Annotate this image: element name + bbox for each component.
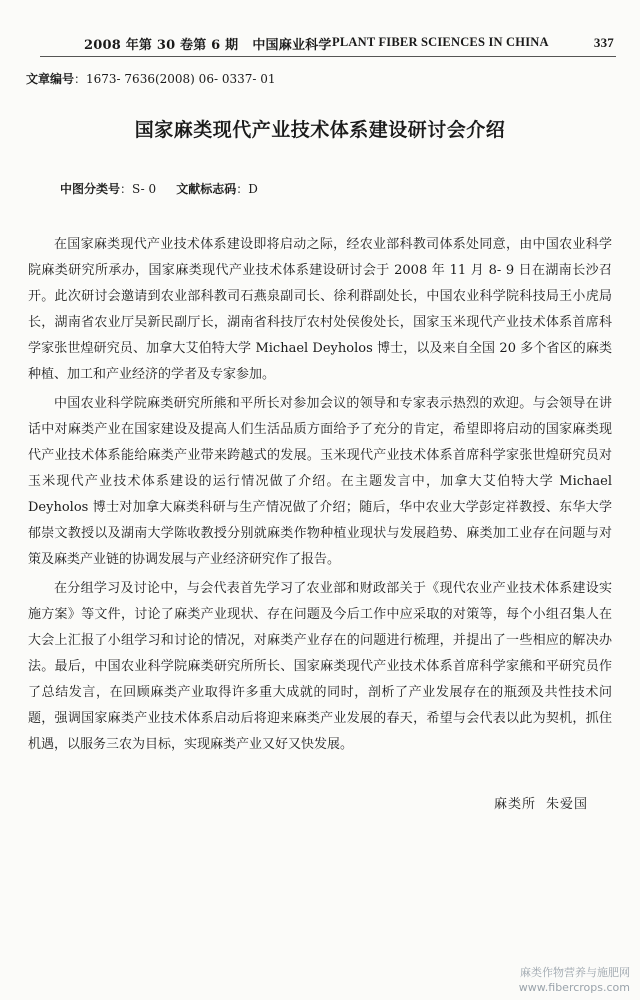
article-title: 国家麻类现代产业技术体系建设研讨会介绍 [134,119,506,141]
article-id-label: 文章编号 [26,72,75,86]
article-body [28,232,612,761]
header-rule [40,56,616,57]
doc-code-label: 文献标志码 [176,182,237,196]
page-number: 337 [593,35,614,50]
signature-author: 朱爱国 [546,797,589,812]
site-watermark [519,965,630,995]
paragraph-2: 中国农业科学院麻类研究所熊和平所长对参加会议的领导和专家表示热烈的欢迎。与会领导在讲话中对麻类产业在国家建设及提高人们生活品质方面给予了充分的肯定，希望即将启动的国家麻类现代产业技术体系能给麻类产业带来跨越式的发展。玉米现代产业技术体系首席科学家张世煌研究员对玉米现代产业技术体系建设的运行情况做了介绍。在主题发言中，加拿大艾伯特大学 Michael Deyholos 博士对加拿大麻类科研与生产情况做了介绍；随后，华中农业大学彭定祥教授、东华大学郁崇文教授以及湖南大学陈收教授分别就麻类作物种植业现状与发展趋势、麻类加工业存在问题与对策及麻类产业链的协调发展与产业经济研究作了报告。 [28,396,612,567]
header-journal-cn: 中国麻业科学 [252,38,332,53]
paragraph-3: 在分组学习及讨论中，与会代表首先学习了农业部和财政部关于《现代农业产业技术体系建设实施方案》等文件，讨论了麻类产业现状、存在问题及今后工作中应采取的对策等，每个小组召集人在大会上汇报了小组学习和讨论的情况，对麻类产业存在的问题进行梳理，并提出了一些相应的解决办法。最后，中国农业科学院麻类研究所所长、国家麻类现代产业技术体系首席科学家熊和平研究员作了总结发言，在回顾麻类产业取得许多重大成就的同时，剖析了产业发展存在的瓶颈及共性技术问题，强调国家麻类产业技术体系启动后将迎来麻类产业发展的春天，希望与会代表以此为契机，抓住机遇，以服务三农为目标，实现麻类产业又好又快发展。 [28,581,612,752]
header-left [84,34,332,53]
signature [494,793,588,812]
header-year-issue: 2008 年第 30 卷第 6 期 [84,38,239,53]
running-header [44,34,614,52]
signature-org: 麻类所 [494,797,537,812]
clc-value: ：S- 0 [120,182,157,196]
classification-line [60,180,258,197]
watermark-line-2: www.fibercrops.com [518,981,630,994]
doc-code-value: ：D [236,182,258,196]
article-id-value: ：1673- 7636(2008) 06- 0337- 01 [74,72,276,86]
article-id [26,70,276,87]
header-journal-en: PLANT FIBER SCIENCES IN CHINA [332,35,549,49]
clc-label: 中图分类号 [60,182,121,196]
watermark-line-1: 麻类作物营养与施肥网 [520,966,630,979]
paragraph-1: 在国家麻类现代产业技术体系建设即将启动之际，经农业部科教司体系处同意，由中国农业科学院麻类研究所承办，国家麻类现代产业技术体系建设研讨会于 2008 年 11 月 8- 9 日在湖南长沙召开。此次研讨会邀请到农业部科教司石燕泉副司长、徐利群副处长，中国农业科学院科技局王小虎局长，湖南省农业厅吴新民副厅长，湖南省科技厅农村处侯俊处长，国家玉米现代产业技术体系首席科学家张世煌研究员、加拿大艾伯特大学 Michael Deyholos 博士，以及来自全国 20 多个省区的麻类种植、加工和产业经济的学者及专家参加。 [28,237,612,382]
